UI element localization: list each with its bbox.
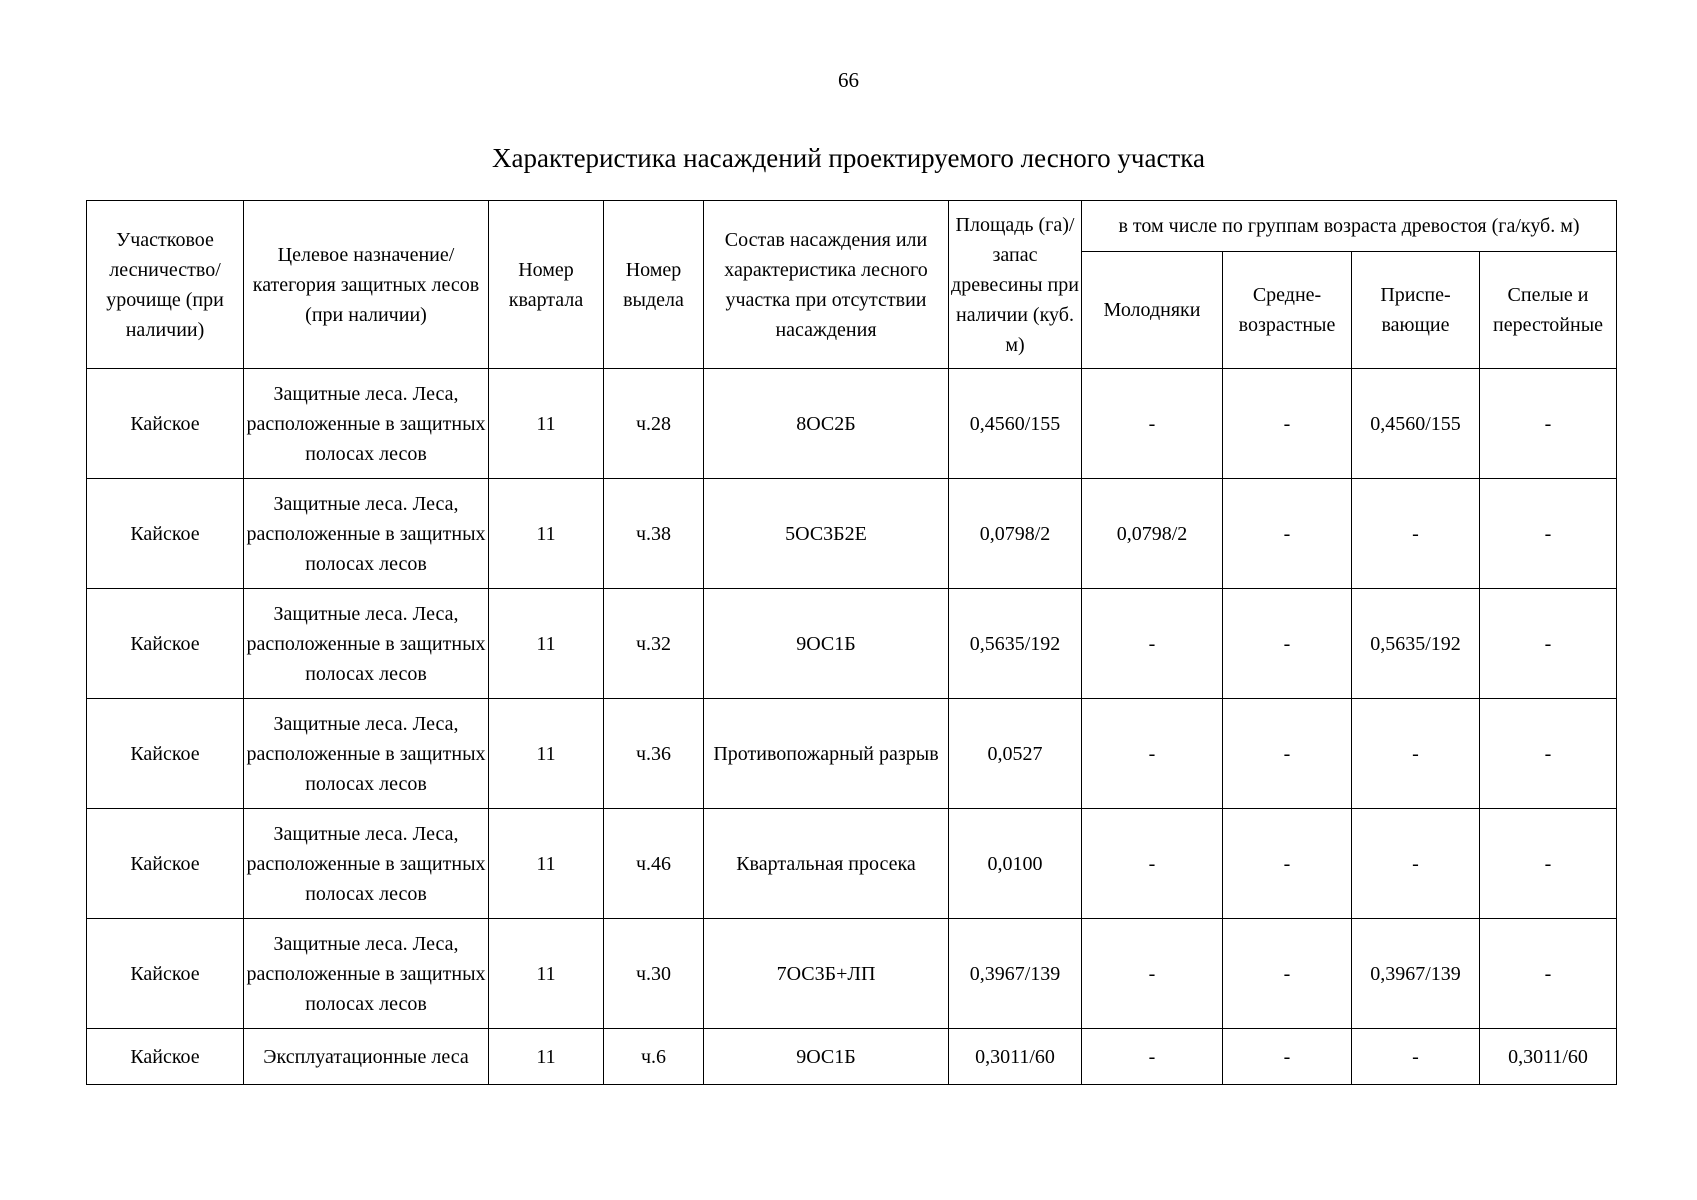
cell-young: - <box>1082 1029 1223 1085</box>
cell-premature: - <box>1352 699 1480 809</box>
cell-forestry: Кайское <box>87 809 244 919</box>
cell-young: - <box>1082 589 1223 699</box>
table-row <box>87 919 1617 1029</box>
table-row <box>87 1029 1617 1085</box>
cell-middle-aged: - <box>1223 919 1352 1029</box>
header-purpose: Целевое назначение/ категория защитных лесов (при наличии) <box>244 201 489 369</box>
cell-purpose: Защитные леса. Леса, расположенные в защитных полосах лесов <box>244 479 489 589</box>
table-row <box>87 589 1617 699</box>
table-body <box>87 369 1617 1085</box>
cell-premature: - <box>1352 479 1480 589</box>
cell-mature: - <box>1480 479 1617 589</box>
cell-quarter: 11 <box>489 699 604 809</box>
header-young: Молодняки <box>1082 252 1223 369</box>
cell-young: - <box>1082 369 1223 479</box>
cell-area: 0,5635/192 <box>949 589 1082 699</box>
cell-forestry: Кайское <box>87 1029 244 1085</box>
cell-forestry: Кайское <box>87 589 244 699</box>
cell-purpose: Защитные леса. Леса, расположенные в защитных полосах лесов <box>244 369 489 479</box>
cell-composition: 9ОС1Б <box>704 1029 949 1085</box>
cell-composition: 9ОС1Б <box>704 589 949 699</box>
cell-young: 0,0798/2 <box>1082 479 1223 589</box>
cell-quarter: 11 <box>489 919 604 1029</box>
cell-quarter: 11 <box>489 809 604 919</box>
cell-allotment: ч.32 <box>604 589 704 699</box>
cell-purpose: Защитные леса. Леса, расположенные в защитных полосах лесов <box>244 589 489 699</box>
cell-young: - <box>1082 809 1223 919</box>
cell-allotment: ч.6 <box>604 1029 704 1085</box>
cell-composition: 7ОС3Б+ЛП <box>704 919 949 1029</box>
cell-area: 0,0527 <box>949 699 1082 809</box>
cell-young: - <box>1082 699 1223 809</box>
cell-area: 0,4560/155 <box>949 369 1082 479</box>
header-allotment: Номер выдела <box>604 201 704 369</box>
page-number: 66 <box>838 68 859 92</box>
cell-purpose: Защитные леса. Леса, расположенные в защитных полосах лесов <box>244 809 489 919</box>
cell-forestry: Кайское <box>87 479 244 589</box>
cell-composition: 5ОС3Б2Е <box>704 479 949 589</box>
cell-composition: Квартальная просека <box>704 809 949 919</box>
cell-mature: - <box>1480 589 1617 699</box>
cell-mature: - <box>1480 699 1617 809</box>
table-row <box>87 699 1617 809</box>
cell-purpose: Защитные леса. Леса, расположенные в защитных полосах лесов <box>244 699 489 809</box>
cell-area: 0,3011/60 <box>949 1029 1082 1085</box>
cell-forestry: Кайское <box>87 699 244 809</box>
cell-middle-aged: - <box>1223 809 1352 919</box>
cell-forestry: Кайское <box>87 369 244 479</box>
cell-allotment: ч.38 <box>604 479 704 589</box>
header-mature: Спелые и перестойные <box>1480 252 1617 369</box>
cell-premature: - <box>1352 1029 1480 1085</box>
header-premature: Приспе-вающие <box>1352 252 1480 369</box>
header-age-groups: в том числе по группам возраста древостоя (га/куб. м) <box>1082 201 1617 252</box>
cell-premature: 0,5635/192 <box>1352 589 1480 699</box>
cell-area: 0,3967/139 <box>949 919 1082 1029</box>
table-row <box>87 369 1617 479</box>
header-composition: Состав насаждения или характеристика лесного участка при отсутствии насаждения <box>704 201 949 369</box>
cell-middle-aged: - <box>1223 699 1352 809</box>
cell-quarter: 11 <box>489 479 604 589</box>
cell-young: - <box>1082 919 1223 1029</box>
cell-middle-aged: - <box>1223 1029 1352 1085</box>
cell-composition: 8ОС2Б <box>704 369 949 479</box>
cell-premature: 0,4560/155 <box>1352 369 1480 479</box>
header-forestry: Участковое лесничество/ урочище (при наличии) <box>87 201 244 369</box>
cell-premature: 0,3967/139 <box>1352 919 1480 1029</box>
cell-mature: - <box>1480 809 1617 919</box>
document-title: Характеристика насаждений проектируемого лесного участка <box>492 143 1205 173</box>
cell-quarter: 11 <box>489 369 604 479</box>
cell-quarter: 11 <box>489 589 604 699</box>
cell-mature: - <box>1480 369 1617 479</box>
cell-composition: Противопожарный разрыв <box>704 699 949 809</box>
header-quarter: Номер квартала <box>489 201 604 369</box>
header-middle-aged: Средне-возрастные <box>1223 252 1352 369</box>
stand-characteristics-table <box>86 200 1617 1085</box>
cell-allotment: ч.46 <box>604 809 704 919</box>
cell-purpose: Эксплуатационные леса <box>244 1029 489 1085</box>
cell-quarter: 11 <box>489 1029 604 1085</box>
cell-mature: - <box>1480 919 1617 1029</box>
cell-area: 0,0100 <box>949 809 1082 919</box>
cell-middle-aged: - <box>1223 369 1352 479</box>
cell-allotment: ч.28 <box>604 369 704 479</box>
cell-forestry: Кайское <box>87 919 244 1029</box>
cell-middle-aged: - <box>1223 589 1352 699</box>
table-row <box>87 479 1617 589</box>
cell-area: 0,0798/2 <box>949 479 1082 589</box>
cell-middle-aged: - <box>1223 479 1352 589</box>
cell-premature: - <box>1352 809 1480 919</box>
header-area: Площадь (га)/ запас древесины при наличии (куб. м) <box>949 201 1082 369</box>
cell-mature: 0,3011/60 <box>1480 1029 1617 1085</box>
table-row <box>87 809 1617 919</box>
cell-purpose: Защитные леса. Леса, расположенные в защитных полосах лесов <box>244 919 489 1029</box>
header-row <box>87 201 1617 252</box>
cell-allotment: ч.36 <box>604 699 704 809</box>
cell-allotment: ч.30 <box>604 919 704 1029</box>
